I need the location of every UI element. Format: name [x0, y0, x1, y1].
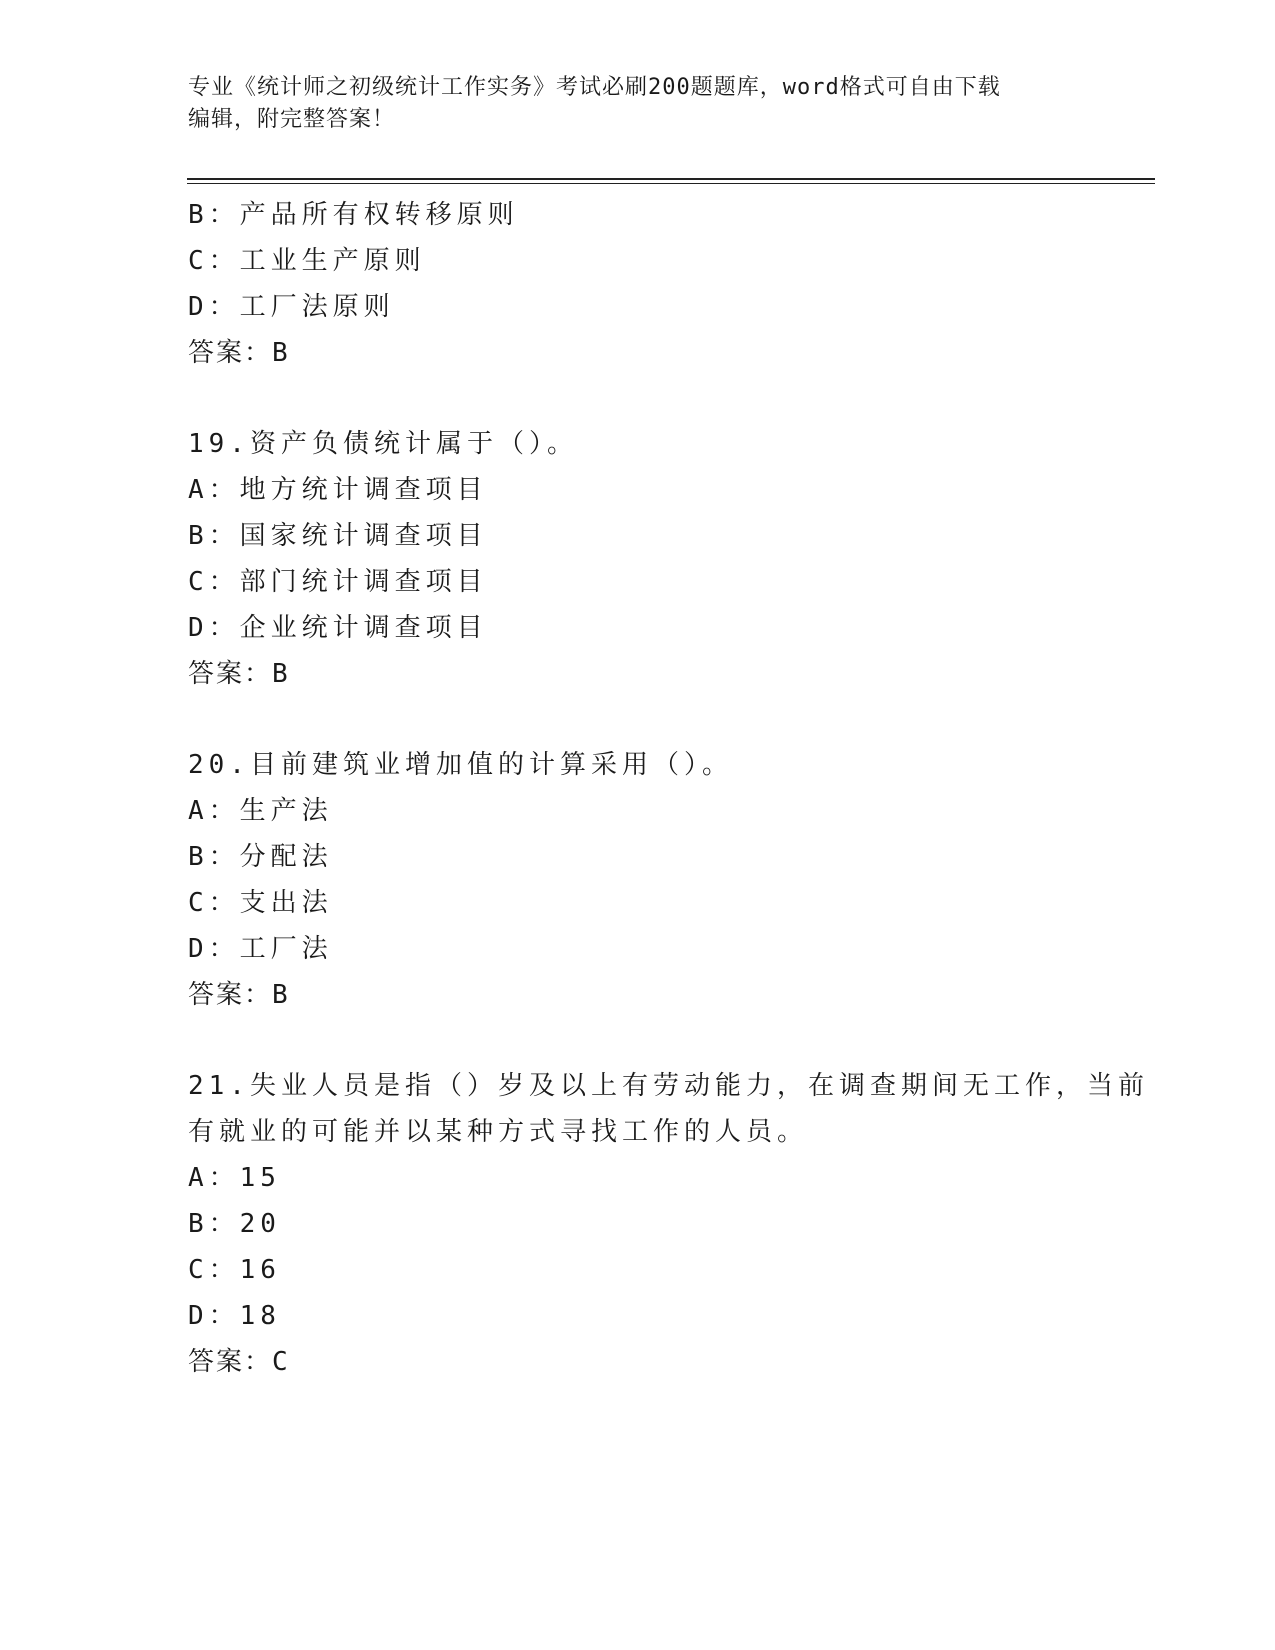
option-c: C：工业生产原则: [188, 246, 426, 276]
option-a: A：生产法: [188, 796, 333, 826]
option-c: C：支出法: [188, 888, 333, 918]
question-text-line-1: 21.失业人员是指（）岁及以上有劳动能力，在调查期间无工作，当前: [188, 1071, 1149, 1101]
header-line-2: 编辑，附完整答案！: [188, 107, 396, 132]
option-a: A：15: [188, 1163, 281, 1193]
answer: 答案：B: [188, 980, 290, 1010]
option-b: B：20: [188, 1209, 281, 1239]
header-rule-thin: [187, 183, 1155, 184]
option-c: C：16: [188, 1255, 281, 1285]
option-d: D：工厂法: [188, 934, 333, 964]
question-20: [188, 742, 1088, 1018]
question-19: [188, 421, 1088, 697]
option-a: A：地方统计调查项目: [188, 475, 488, 505]
option-b: B：国家统计调查项目: [188, 521, 488, 551]
answer: 答案：B: [188, 338, 290, 368]
question-text-line-2: 有就业的可能并以某种方式寻找工作的人员。: [188, 1117, 809, 1147]
question-21: [188, 1063, 1149, 1385]
question-list: [188, 192, 1149, 1385]
document-header: [188, 72, 1068, 136]
option-b: B：产品所有权转移原则: [188, 200, 519, 230]
question-18: [188, 192, 1088, 376]
option-b: B：分配法: [188, 842, 333, 872]
question-text: 19.资产负债统计属于（）。: [188, 429, 578, 459]
answer: 答案：C: [188, 1347, 290, 1377]
header-line-1: 专业《统计师之初级统计工作实务》考试必刷200题题库，word格式可自由下载: [188, 75, 1001, 100]
header-rule-thick: [187, 178, 1155, 180]
option-d: D：企业统计调查项目: [188, 613, 488, 643]
option-d: D：18: [188, 1301, 281, 1331]
option-c: C：部门统计调查项目: [188, 567, 488, 597]
question-text: 20.目前建筑业增加值的计算采用（）。: [188, 750, 733, 780]
option-d: D：工厂法原则: [188, 292, 395, 322]
answer: 答案：B: [188, 659, 290, 689]
